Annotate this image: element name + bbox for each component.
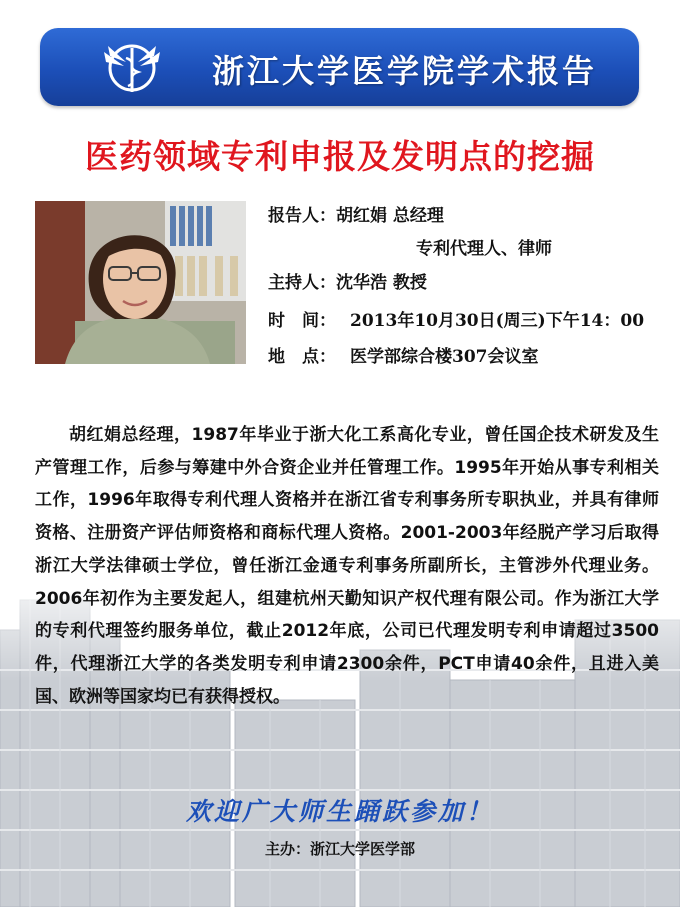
welcome-message: 欢迎广大师生踊跃参加！ bbox=[185, 797, 494, 826]
host-row bbox=[268, 268, 427, 293]
speaker-role: 专利代理人、律师 bbox=[416, 239, 552, 259]
time-row bbox=[268, 306, 644, 331]
time-label: 时 间： bbox=[268, 311, 336, 331]
host-label: 主持人： bbox=[268, 273, 336, 293]
medical-school-logo-icon bbox=[102, 38, 162, 96]
event-time: 2013年10月30日(周三)下午14：00 bbox=[350, 311, 645, 331]
event-place: 医学部综合楼307会议室 bbox=[350, 347, 539, 367]
place-row bbox=[268, 342, 539, 367]
speaker-row bbox=[268, 201, 444, 226]
sponsor-line: 主办：浙江大学医学部 bbox=[264, 840, 415, 858]
page-title: 医药领域专利申报及发明点的挖掘 bbox=[85, 137, 595, 176]
header-banner bbox=[40, 28, 639, 106]
place-label: 地 点： bbox=[268, 347, 336, 367]
banner-title: 浙江大学医学院学术报告 bbox=[212, 52, 598, 90]
speaker-name: 胡红娟 总经理 bbox=[336, 206, 444, 226]
speaker-label: 报告人： bbox=[268, 206, 336, 226]
host-name: 沈华浩 教授 bbox=[336, 273, 427, 293]
speaker-biography: 胡红娟总经理，1987年毕业于浙大化工系高化专业，曾任国企技术研发及生产管理工作，后参与筹建中外合资企业并任管理工作。1995年开始从事专利相关工作，1996年取得专利代理人资格并在浙江省专利事务所专职执业，并具有律师资格、注册资产评估师资格和商标代理人资格。2001-2003年经脱产学习后取得浙江大学法律硕士学位，曾任浙江金通专利事务所副所长，主管涉外代理业务。2006年初作为主要发起人，组建杭州天勤知识产权代理有限公司。作为浙江大学的专利代理签约服务单位，截止2012年底，公司已代理发明专利申请超过3500件，代理浙江大学的各类发明专利申请2300余件，PCT申请40余件，且进入美国、欧洲等国家均已有获得授权。 bbox=[35, 425, 659, 707]
speaker-photo bbox=[35, 201, 246, 364]
